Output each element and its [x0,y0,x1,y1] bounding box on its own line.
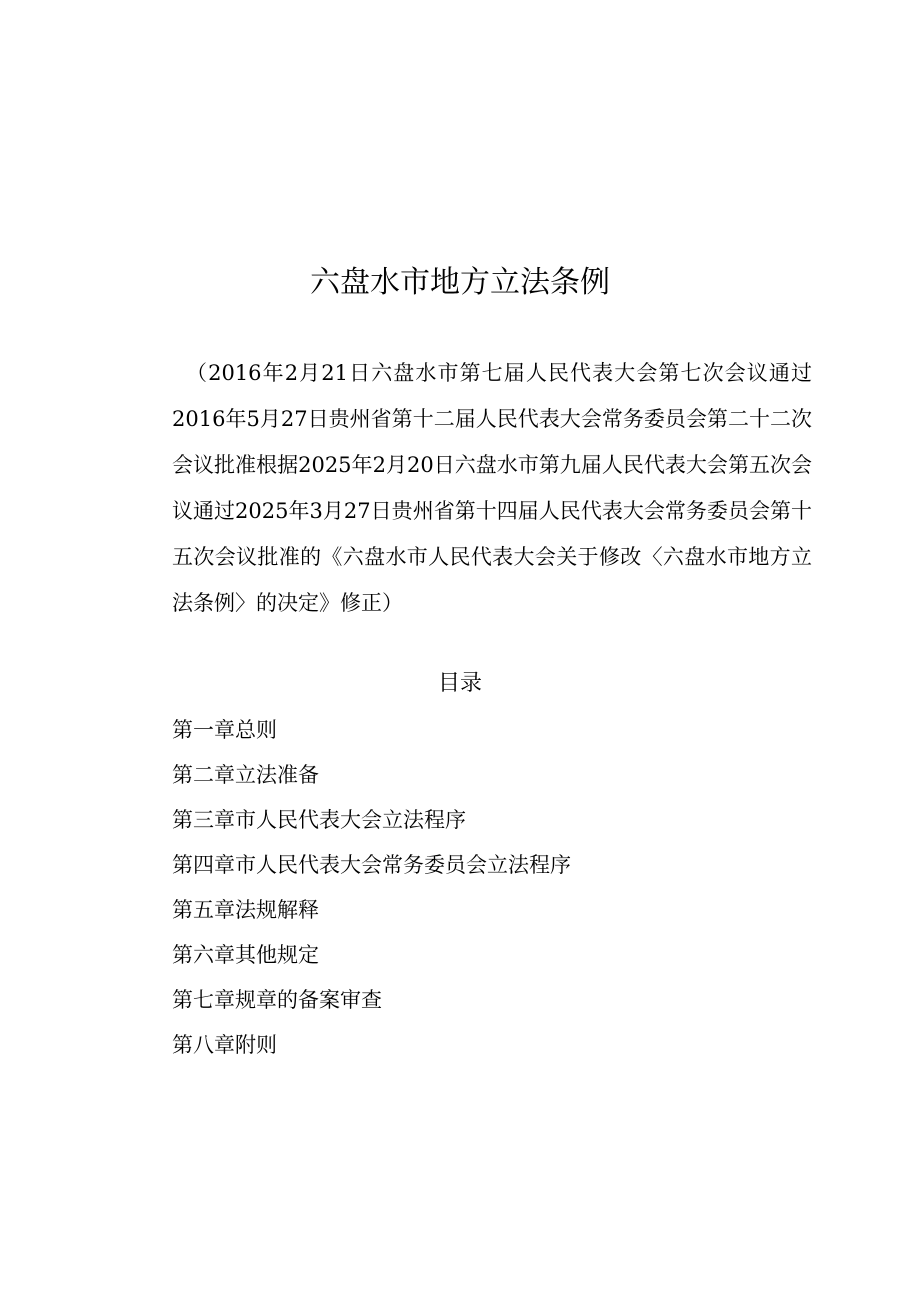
document-preamble: （2016年2月21日六盘水市第七届人民代表大会第七次会议通过2016年5月27日贵州省第十二届人民代表大会常务委员会第二十二次会议批准根据2025年2月20日六盘水市第九届人民代表大会第五次会议通过2025年3月27日贵州省第十四届人民代表大会常务委员会第十五次会议批准的《六盘水市人民代表大会关于修改〈六盘水市地方立法条例〉的决定》修正） [172,361,812,615]
toc-item-chapter-6: 第六章其他规定 [172,943,319,967]
table-of-contents [172,708,812,1068]
toc-item-chapter-1: 第一章总则 [172,718,277,742]
toc-item-chapter-8: 第八章附则 [172,1033,277,1057]
toc-item-chapter-4: 第四章市人民代表大会常务委员会立法程序 [172,853,571,877]
toc-item-chapter-3: 第三章市人民代表大会立法程序 [172,808,466,832]
toc-heading: 目录 [437,671,482,696]
document-title: 六盘水市地方立法条例 [310,265,610,300]
toc-item-chapter-7: 第七章规章的备案审查 [172,988,382,1012]
toc-item-chapter-5: 第五章法规解释 [172,898,319,922]
toc-item-chapter-2: 第二章立法准备 [172,763,319,787]
